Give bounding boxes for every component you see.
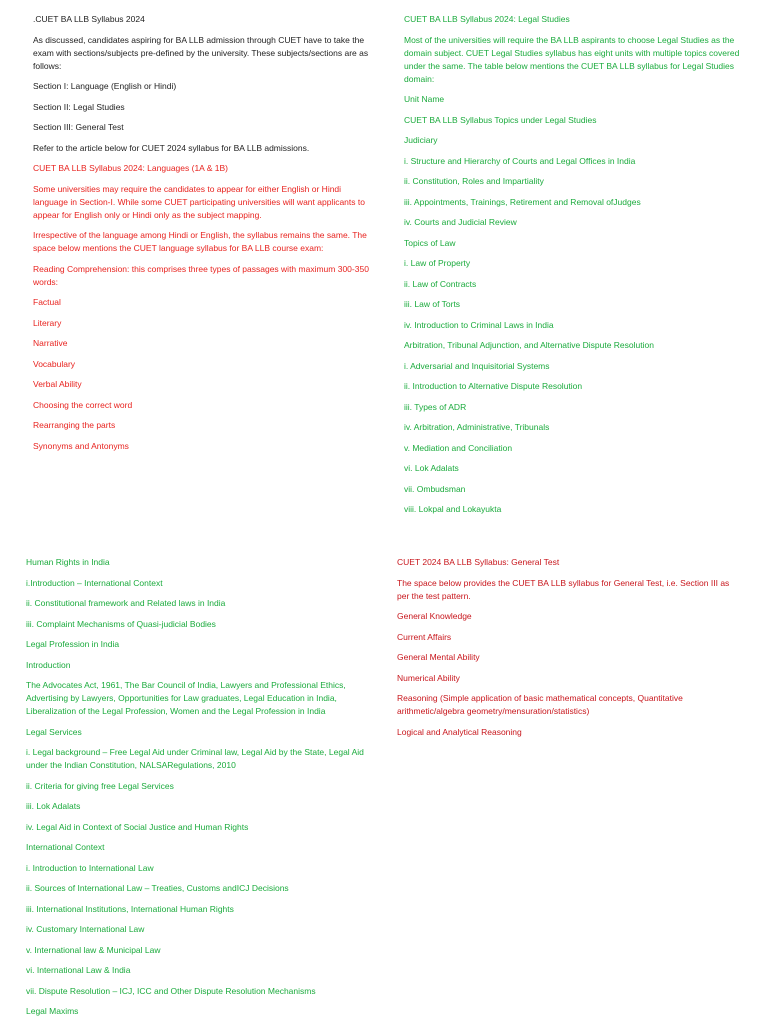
languages-paragraph: Some universities may require the candidates to appear for either English or Hindi language in Section-I. While some CUET participating universities will want applicants to appear for English only or Hindi only as the subject mapping. bbox=[33, 183, 365, 220]
topic-item: v. International law & Municipal Law bbox=[26, 944, 161, 955]
legal-studies-section bbox=[404, 13, 744, 524]
topic-item: vi. International Law & India bbox=[26, 965, 131, 975]
unit-name: Legal Profession in India bbox=[26, 639, 120, 649]
topic-item: Verbal Ability bbox=[33, 379, 82, 389]
unit-name: Legal Services bbox=[26, 726, 82, 737]
refer-paragraph: Refer to the article below for CUET 2024 syllabus for BA LLB admissions. bbox=[33, 142, 310, 153]
topic-item: i. Law of Property bbox=[404, 258, 471, 268]
section-list-item: Section I: Language (English or Hindi) bbox=[33, 81, 177, 91]
topic-item: ii. Constitution, Roles and Impartiality bbox=[404, 176, 544, 186]
unit-name: Human Rights in India bbox=[26, 557, 110, 567]
topic-item: i.Introduction – International Context bbox=[26, 577, 163, 588]
topic-item: General Knowledge bbox=[397, 611, 472, 621]
languages-section bbox=[33, 13, 373, 460]
topic-item: i. Structure and Hierarchy of Courts and Legal Offices in India bbox=[404, 155, 636, 166]
unit-name: Topics of Law bbox=[404, 237, 456, 248]
section-list-item: Section II: Legal Studies bbox=[33, 101, 125, 112]
topic-item: i. Adversarial and Inquisitorial Systems bbox=[404, 360, 550, 371]
topic-item: Factual bbox=[33, 297, 61, 307]
section-heading: .CUET BA LLB Syllabus 2024 bbox=[33, 14, 145, 24]
topic-item: iii. Law of Torts bbox=[404, 299, 461, 309]
topic-item: Literary bbox=[33, 317, 62, 328]
topic-item: Vocabulary bbox=[33, 358, 76, 369]
topic-item: ii. Criteria for giving free Legal Services bbox=[26, 780, 174, 791]
unit-name: Judiciary bbox=[404, 135, 438, 145]
table-header: CUET BA LLB Syllabus Topics under Legal Studies bbox=[404, 114, 597, 125]
topic-item: Synonyms and Antonyms bbox=[33, 440, 129, 451]
topic-item: ii. Introduction to Alternative Dispute Resolution bbox=[404, 381, 583, 391]
topic-item: Logical and Analytical Reasoning bbox=[397, 726, 522, 737]
topic-item: vi. Lok Adalats bbox=[404, 463, 459, 473]
topic-item: The Advocates Act, 1961, The Bar Council of India, Lawyers and Professional Ethics, Advertising by Lawyers, Opportunities for Law graduates, Legal Education in India, Liberalization of the Legal Profession, Women and the Legal Profession in India bbox=[26, 680, 346, 716]
general-test-section bbox=[397, 556, 742, 746]
topic-item: Narrative bbox=[33, 338, 68, 348]
section-list-item: Section III: General Test bbox=[33, 122, 124, 132]
topic-item: iv. Arbitration, Administrative, Tribunals bbox=[404, 422, 550, 432]
topic-item: Introduction bbox=[26, 659, 71, 670]
topic-item: v. Mediation and Conciliation bbox=[404, 442, 513, 453]
topic-item: Reasoning (Simple application of basic mathematical concepts, Quantitative arithmetic/algebra geometry/mensuration/statistics) bbox=[397, 693, 683, 716]
unit-name: International Context bbox=[26, 842, 105, 852]
intro-paragraph: As discussed, candidates aspiring for BA LLB admission through CUET have to take the exam with sections/subjects pre-defined by the university. These subjects/sections are as follows: bbox=[33, 34, 369, 71]
unit-name: Legal Maxims bbox=[26, 1006, 79, 1016]
topic-item: ii. Law of Contracts bbox=[404, 278, 477, 289]
topic-item: vii. Ombudsman bbox=[404, 483, 466, 494]
languages-paragraph: Irrespective of the language among Hindi or English, the syllabus remains the same. The space below mentions the CUET language syllabus for BA LLB course exam: bbox=[33, 230, 367, 253]
languages-heading: CUET BA LLB Syllabus 2024: Languages (1A & 1B) bbox=[33, 163, 228, 173]
topic-item: vii. Dispute Resolution – ICJ, ICC and Other Dispute Resolution Mechanisms bbox=[26, 985, 316, 996]
topic-item: viii. Lokpal and Lokayukta bbox=[404, 504, 502, 514]
topic-item: iii. International Institutions, International Human Rights bbox=[26, 903, 234, 914]
topic-item: iv. Customary International Law bbox=[26, 924, 145, 934]
topic-item: iv. Introduction to Criminal Laws in India bbox=[404, 319, 554, 330]
topic-item: ii. Constitutional framework and Related laws in India bbox=[26, 598, 226, 608]
general-test-paragraph: The space below provides the CUET BA LLB syllabus for General Test, i.e. Section III as per the test pattern. bbox=[397, 577, 730, 601]
topic-item: iii. Types of ADR bbox=[404, 401, 467, 412]
topic-item: Choosing the correct word bbox=[33, 399, 133, 410]
table-header: Unit Name bbox=[404, 94, 445, 104]
legal-studies-heading: CUET BA LLB Syllabus 2024: Legal Studies bbox=[404, 14, 570, 24]
topic-item: Current Affairs bbox=[397, 631, 452, 642]
topic-item: iii. Lok Adalats bbox=[26, 801, 81, 811]
human-rights-section bbox=[26, 556, 371, 1026]
topic-item: iii. Appointments, Trainings, Retirement and Removal ofJudges bbox=[404, 196, 641, 207]
reading-comprehension-paragraph: Reading Comprehension: this comprises three types of passages with maximum 300-350 words: bbox=[33, 263, 369, 287]
topic-item: General Mental Ability bbox=[397, 652, 480, 662]
topic-item: Rearranging the parts bbox=[33, 420, 116, 430]
topic-item: i. Introduction to International Law bbox=[26, 862, 154, 873]
topic-item: i. Legal background – Free Legal Aid under Criminal law, Legal Aid by the State, Legal Aid under the Indian Constitution, NALSARegulations, 2010 bbox=[26, 747, 364, 770]
topic-item: iv. Courts and Judicial Review bbox=[404, 217, 517, 227]
general-test-heading: CUET 2024 BA LLB Syllabus: General Test bbox=[397, 557, 560, 567]
topic-item: iii. Complaint Mechanisms of Quasi-judicial Bodies bbox=[26, 618, 216, 629]
topic-item: ii. Sources of International Law – Treaties, Customs andICJ Decisions bbox=[26, 883, 289, 893]
unit-name: Arbitration, Tribunal Adjunction, and Alternative Dispute Resolution bbox=[404, 340, 654, 350]
topic-item: iv. Legal Aid in Context of Social Justice and Human Rights bbox=[26, 821, 249, 832]
topic-item: Numerical Ability bbox=[397, 672, 460, 683]
legal-studies-paragraph: Most of the universities will require the BA LLB aspirants to choose Legal Studies as the domain subject. CUET Legal Studies syllabus has eight units with multiple topics covered under the same. The table below mentions the CUET BA LLB syllabus for Legal Studies domain: bbox=[404, 34, 740, 84]
